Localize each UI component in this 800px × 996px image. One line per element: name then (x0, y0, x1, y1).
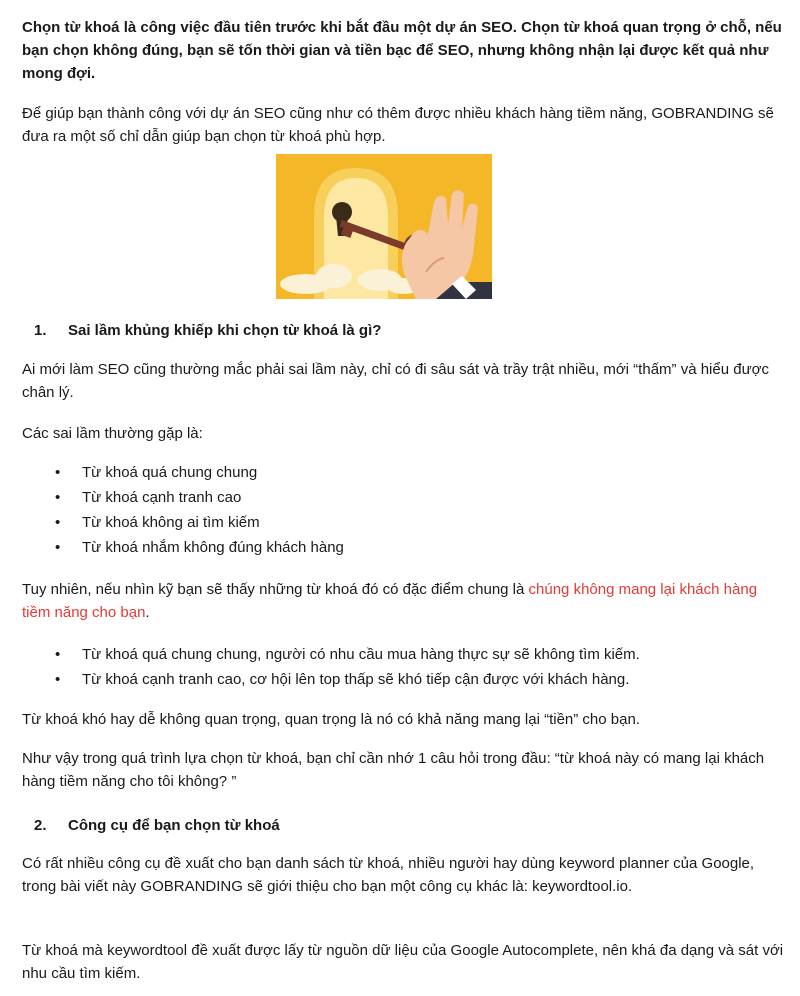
list-item: • Từ khoá cạnh tranh cao (22, 485, 788, 510)
list-item: • Từ khoá nhắm không đúng khách hàng (22, 535, 788, 560)
list-item: • Từ khoá cạnh tranh cao, cơ hội lên top thấp sẽ khó tiếp cận được với khách hàng. (22, 667, 788, 692)
section1-paragraph-4: Từ khoá khó hay dễ không quan trọng, quan trọng là nó có khả năng mang lại “tiền” cho bạn. (22, 711, 640, 728)
reasons-list (22, 642, 788, 692)
section2-paragraph-2: Từ khoá mà keywordtool đề xuất được lấy từ nguồn dữ liệu của Google Autocomplete, nên khá đa dạng và sát với nhu cầu tìm kiếm. (22, 942, 784, 982)
bullet-icon: • (55, 539, 61, 556)
section1-title: Sai lầm khủng khiếp khi chọn từ khoá là gì? (68, 322, 382, 339)
bullet-icon: • (55, 464, 61, 481)
section2-number: 2. (34, 817, 47, 834)
section2-paragraph-1: Có rất nhiều công cụ đề xuất cho bạn danh sách từ khoá, nhiều người hay dùng keyword planner của Google, trong bài viết này GOBRANDING sẽ giới thiệu cho bạn một công cụ khác là: keywordtool.io. (22, 855, 755, 895)
bullet-icon: • (55, 671, 61, 688)
section2-heading (22, 814, 788, 837)
highlight-text: chúng không mang lại khách hàng tiềm năng cho bạn (22, 581, 758, 621)
bullet-icon: • (55, 646, 61, 663)
bullet-icon: • (55, 489, 61, 506)
mistakes-list (22, 460, 788, 560)
help-paragraph: Để giúp bạn thành công với dự án SEO cũng như có thêm được nhiều khách hàng tiềm năng, GOBRANDING sẽ đưa ra một số chỉ dẫn giúp bạn chọn từ khoá phù hợp. (22, 105, 774, 145)
hero-image (276, 154, 492, 299)
section1-heading (22, 319, 788, 342)
section1-paragraph-5: Như vậy trong quá trình lựa chọn từ khoá, bạn chỉ cần nhớ 1 câu hỏi trong đầu: “từ khoá này có mang lại khách hàng tiềm năng cho tôi không? ” (22, 750, 765, 790)
section1-paragraph-1: Ai mới làm SEO cũng thường mắc phải sai lầm này, chỉ có đi sâu sát và trầy trật nhiều, mới “thấm” và hiểu được chân lý. (22, 361, 769, 401)
section1-number: 1. (34, 322, 47, 339)
section1-paragraph-3: Tuy nhiên, nếu nhìn kỹ bạn sẽ thấy những từ khoá đó có đặc điểm chung là chúng không mang lại khách hàng tiềm năng cho bạn. (22, 581, 758, 621)
list-item: • Từ khoá quá chung chung, người có nhu cầu mua hàng thực sự sẽ không tìm kiếm. (22, 642, 788, 667)
section1-paragraph-2: Các sai lầm thường gặp là: (22, 425, 203, 442)
key-in-hand-keyhole-icon (276, 154, 492, 299)
intro-paragraph: Chọn từ khoá là công việc đầu tiên trước khi bắt đầu một dự án SEO. Chọn từ khoá quan trọng ở chỗ, nếu bạn chọn không đúng, bạn sẽ tốn thời gian và tiền bạc để SEO, nhưng không nhận lại được kết quả như mong đợi. (22, 19, 782, 82)
list-item: • Từ khoá quá chung chung (22, 460, 788, 485)
section2-title: Công cụ để bạn chọn từ khoá (68, 817, 280, 834)
bullet-icon: • (55, 514, 61, 531)
list-item: • Từ khoá không ai tìm kiếm (22, 510, 788, 535)
